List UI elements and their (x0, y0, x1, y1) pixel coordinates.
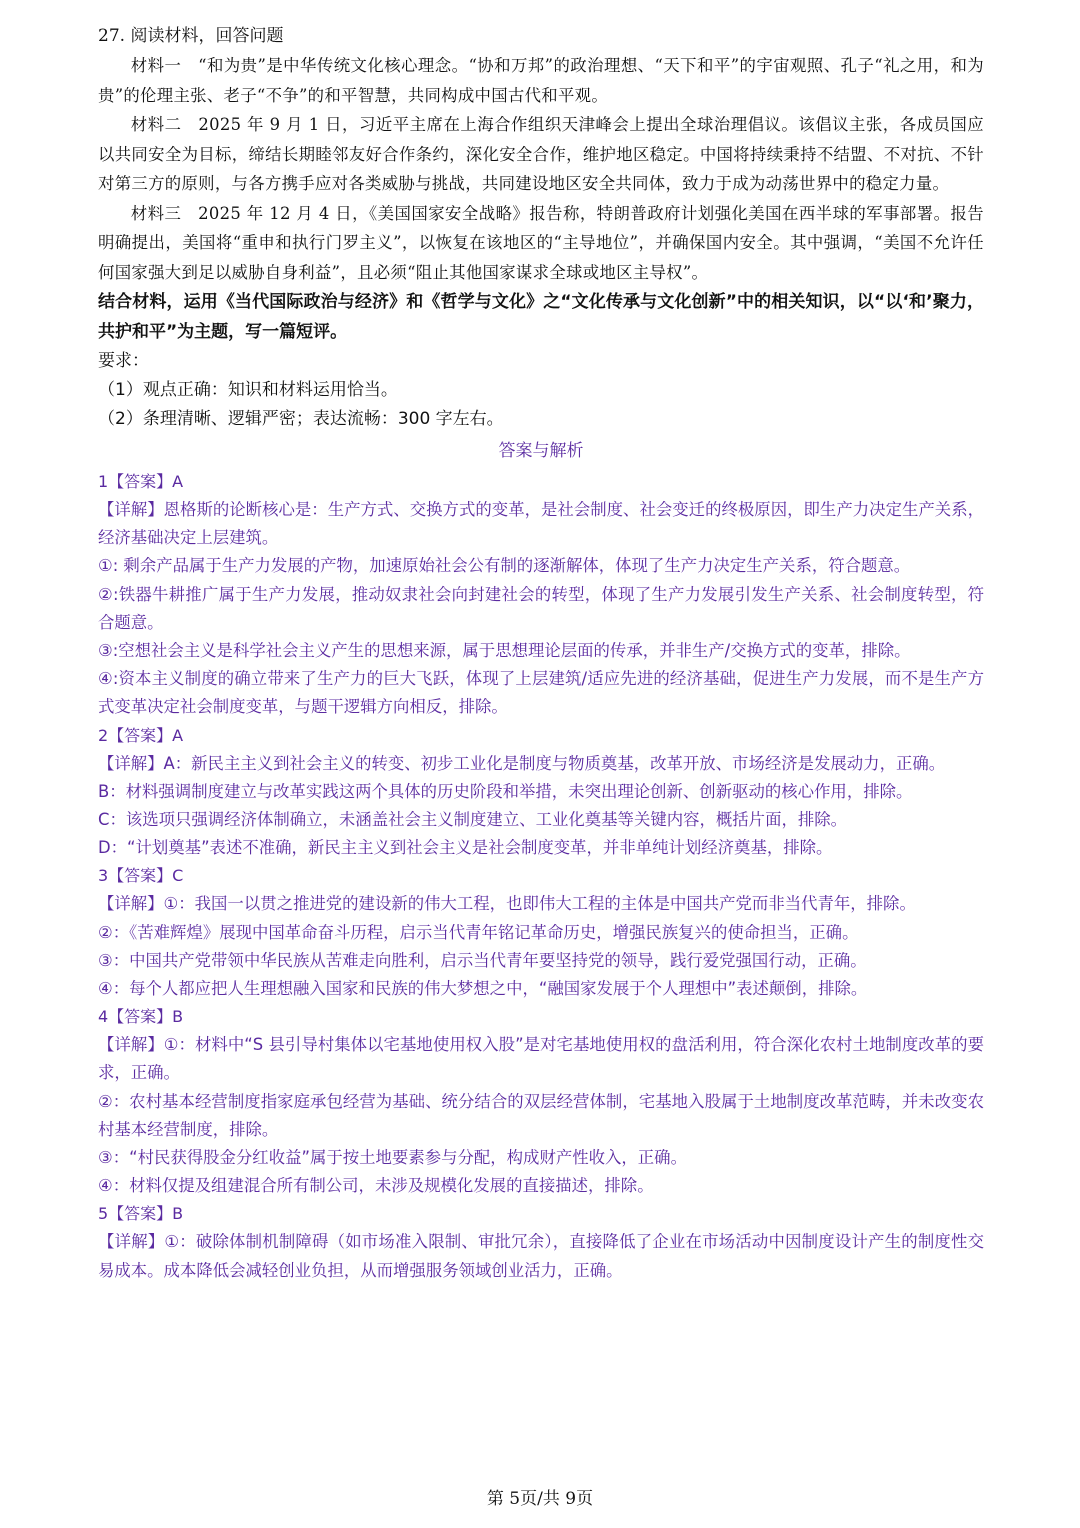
question-prompt: 结合材料，运用《当代国际政治与经济》和《哲学与文化》之“文化传承与文化创新”中的相关知识，以“以‘和’聚力，共护和平”为主题，写一篇短评。 (98, 292, 984, 342)
answer-block-1 (98, 468, 984, 722)
answer-head: 5【答案】B (98, 1204, 184, 1224)
answer-block-4 (98, 1003, 984, 1200)
answer-detail: 【详解】恩格斯的论断核心是：生产方式、交换方式的变革，是社会制度、社会变迁的终极原因，即生产力决定生产关系，经济基础决定上层建筑。 (98, 500, 984, 548)
material-1: 材料一 “和为贵”是中华传统文化核心理念。“协和万邦”的政治理想、“天下和平”的宇宙观照、孔子“礼之用，和为贵”的伦理主张、老子“不争”的和平智慧，共同构成中国古代和平观。 (98, 56, 984, 105)
answers-section-title: 答案与解析 (498, 441, 584, 461)
answer-detail: ④：材料仅提及组建混合所有制公司，未涉及规模化发展的直接描述，排除。 (98, 1176, 654, 1196)
page-footer: 第 5页/共 9页 (486, 1489, 594, 1509)
answer-detail: ②：农村基本经营制度指家庭承包经营为基础、统分结合的双层经营体制，宅基地入股属于土地制度改革范畴，并未改变农村基本经营制度，排除。 (98, 1091, 984, 1139)
answer-detail: ④:资本主义制度的确立带来了生产力的巨大飞跃，体现了上层建筑/适应先进的经济基础，促进生产力发展，而不是生产方式变革决定社会制度变革，与题干逻辑方向相反，排除。 (98, 669, 984, 717)
answer-detail: ③：“村民获得股金分红收益”属于按土地要素参与分配，构成财产性收入，正确。 (98, 1148, 687, 1168)
requirement-1: （1）观点正确：知识和材料运用恰当。 (98, 380, 398, 400)
answer-head: 2【答案】A (98, 725, 184, 745)
document-page (98, 22, 984, 1285)
answer-block-5 (98, 1200, 984, 1284)
material-3: 材料三 2025 年 12 月 4 日，《美国国家安全战略》报告称，特朗普政府计划强化美国在西半球的军事部署。报告明确提出，美国将“重申和执行门罗主义”，以恢复在该地区的“主导地位”，并确保国内安全。其中强调，“美国不允许任何国家强大到足以威胁自身利益”，且必须“阻止其他国家谋求全球或地区主导权”。 (98, 203, 984, 282)
requirements-label: 要求： (98, 351, 149, 371)
answer-detail: 【详解】①：材料中“S 县引导村集体以宅基地使用权入股”是对宅基地使用权的盘活利用，符合深化农村土地制度改革的要求，正确。 (98, 1035, 984, 1083)
answer-detail: ①: 剩余产品属于生产力发展的产物，加速原始社会公有制的逐渐解体，体现了生产力决定生产关系，符合题意。 (98, 556, 911, 576)
answer-detail: 【详解】①：我国一以贯之推进党的建设新的伟大工程，也即伟大工程的主体是中国共产党而非当代青年，排除。 (98, 894, 916, 914)
material-2: 材料二 2025 年 9 月 1 日，习近平主席在上海合作组织天津峰会上提出全球治理倡议。该倡议主张，各成员国应以共同安全为目标，缔结长期睦邻友好合作条约，深化安全合作，维护地区稳定。中国将持续秉持不结盟、不对抗、不针对第三方的原则，与各方携手应对各类威胁与挑战，共同建设地区安全共同体，致力于成为动荡世界中的稳定力量。 (98, 115, 984, 193)
answer-block-3 (98, 862, 984, 1003)
answer-detail: ④：每个人都应把人生理想融入国家和民族的伟大梦想之中，“融国家发展于个人理想中”表述颠倒，排除。 (98, 979, 868, 999)
answer-block-2 (98, 722, 984, 863)
requirement-2: （2）条理清晰、逻辑严密；表达流畅：300 字左右。 (98, 409, 504, 429)
answer-head: 4【答案】B (98, 1007, 184, 1027)
answer-detail: D：“计划奠基”表述不准确，新民主主义到社会主义是社会制度变革，并非单纯计划经济奠基，排除。 (98, 838, 833, 858)
answer-detail: 【详解】①：破除体制机制障碍（如市场准入限制、审批冗余），直接降低了企业在市场活动中因制度设计产生的制度性交易成本。成本降低会减轻创业负担，从而增强服务领域创业活力，正确。 (98, 1232, 984, 1280)
answer-detail: C：该选项只强调经济体制确立，未涵盖社会主义制度建立、工业化奠基等关键内容，概括片面，排除。 (98, 810, 848, 830)
answer-detail: B：材料强调制度建立与改革实践这两个具体的历史阶段和举措，未突出理论创新、创新驱动的核心作用，排除。 (98, 781, 913, 801)
answer-detail: ②:铁器牛耕推广属于生产力发展，推动奴隶社会向封建社会的转型，体现了生产力发展引发生产关系、社会制度转型，符合题意。 (98, 584, 984, 632)
answer-detail: ③：中国共产党带领中华民族从苦难走向胜利，启示当代青年要坚持党的领导，践行爱党强国行动，正确。 (98, 950, 867, 970)
question-title: 27. 阅读材料，回答问题 (98, 26, 284, 46)
answer-head: 1【答案】A (98, 472, 184, 491)
answer-head: 3【答案】C (98, 866, 184, 886)
answer-detail: 【详解】A：新民主主义到社会主义的转变、初步工业化是制度与物质奠基，改革开放、市场经济是发展动力，正确。 (98, 753, 946, 773)
answer-detail: ③:空想社会主义是科学社会主义产生的思想来源，属于思想理论层面的传承，并非生产/交换方式的变革，排除。 (98, 641, 911, 661)
answer-detail: ②：《苦难辉煌》展现中国革命奋斗历程，启示当代青年铭记革命历史，增强民族复兴的使命担当，正确。 (98, 922, 859, 942)
